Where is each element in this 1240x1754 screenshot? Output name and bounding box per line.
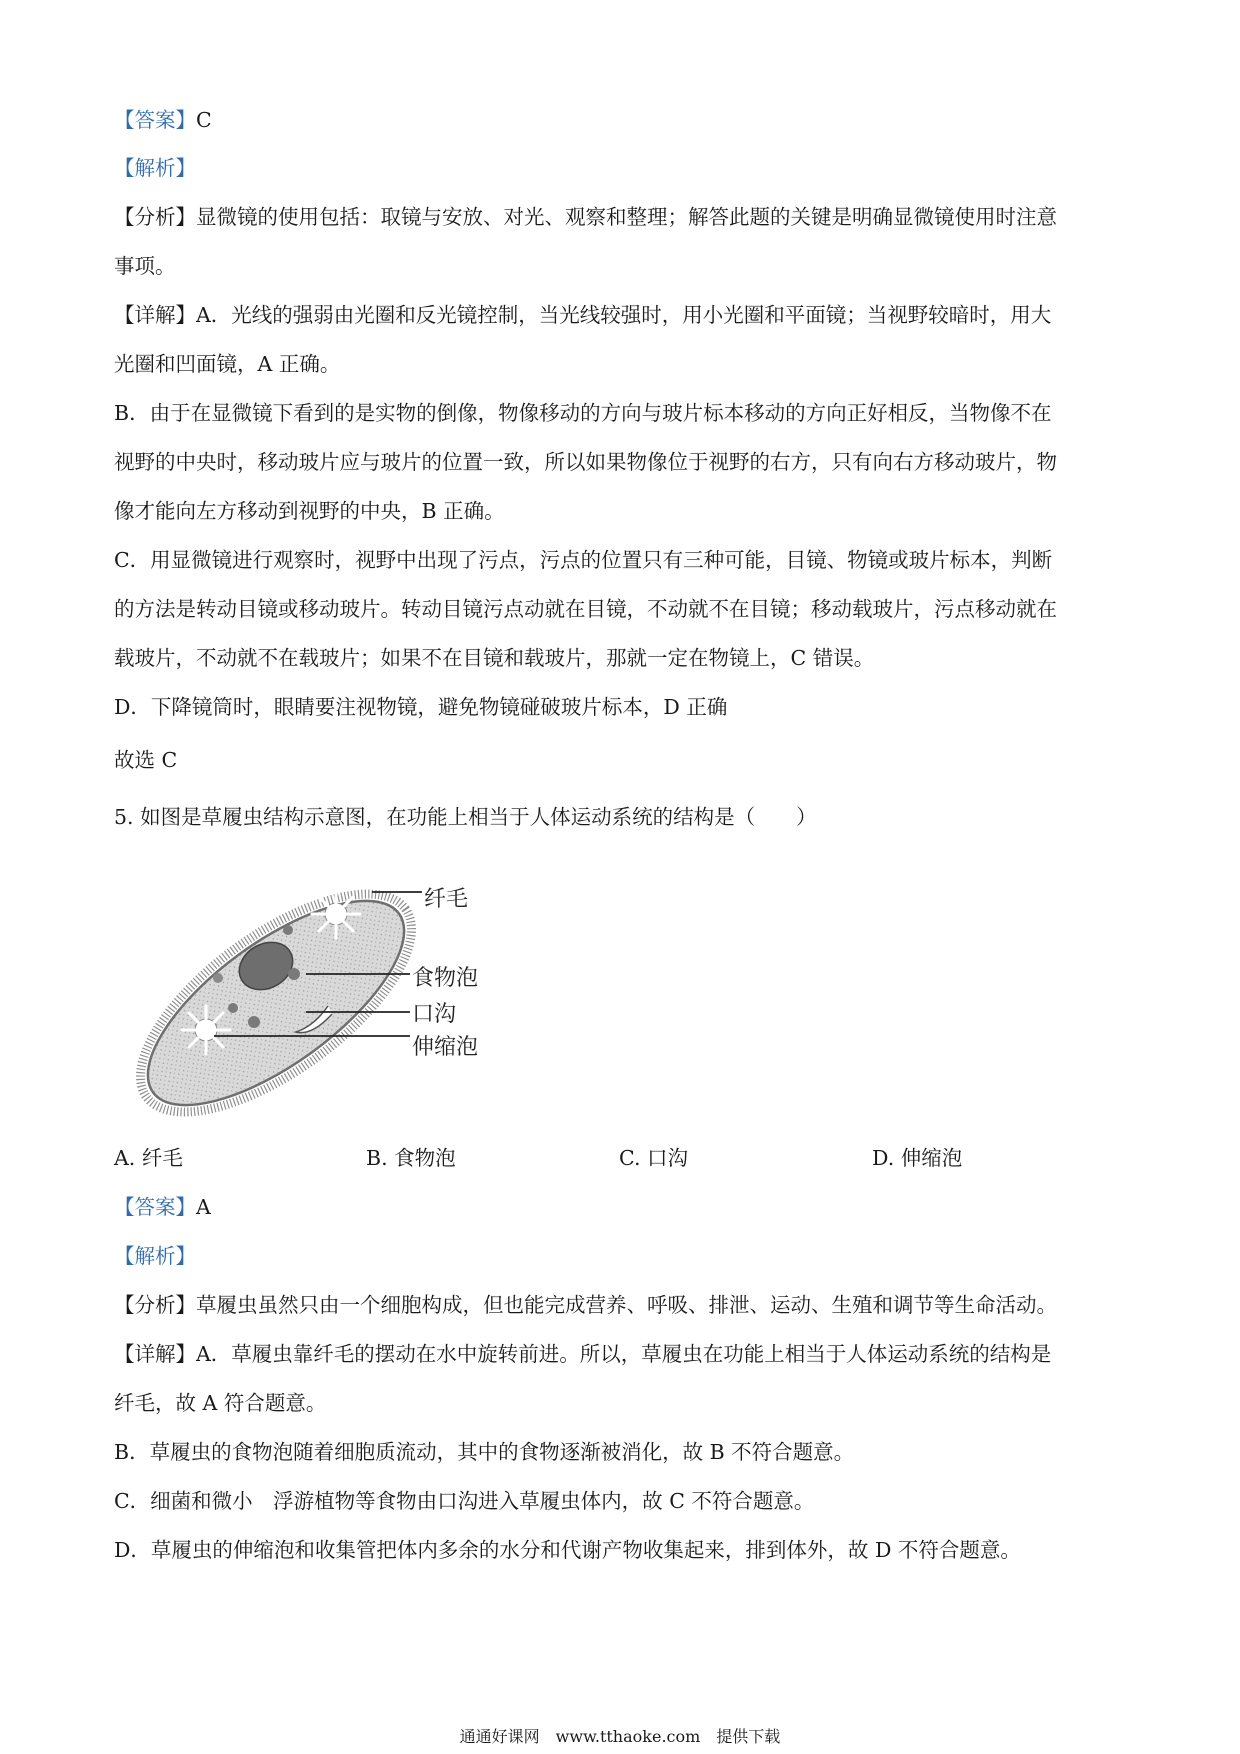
q4-detail-a-line1	[114, 301, 1051, 329]
q5-fenxi-line1	[114, 1291, 1057, 1319]
q4-detail-b-line3: 像才能向左方移动到视野的中央，B 正确。	[114, 499, 505, 523]
q4-detail-d-line1: D．下降镜筒时，眼睛要注视物镜，避免物镜碰破玻片标本，D 正确	[114, 695, 728, 719]
q4-detail-c-line1: C．用显微镜进行观察时，视野中出现了污点，污点的位置只有三种可能，目镜、物镜或玻片标本，判断	[114, 548, 1053, 572]
q4-detail-b-line1: B．由于在显微镜下看到的是实物的倒像，物像移动的方向与玻片标本移动的方向正好相反，当物像不在	[114, 401, 1052, 425]
option-c: C. 口沟	[619, 1146, 688, 1170]
label-cilia: 纤毛	[424, 887, 469, 912]
q4-detail-a-line2: 光圈和凹面镜，A 正确。	[114, 352, 341, 376]
fenxi-label: 【分析】	[114, 205, 196, 229]
q4-detail-c-line3: 载玻片，不动就不在载玻片；如果不在目镜和载玻片，那就一定在物镜上，C 错误。	[114, 646, 875, 670]
food-vacuole	[248, 1016, 260, 1028]
answer-value: A	[196, 1195, 211, 1219]
answer-label: 【答案】	[114, 108, 196, 132]
detail-label: 【详解】	[114, 303, 196, 327]
fenxi-text: 显微镜的使用包括：取镜与安放、对光、观察和整理；解答此题的关键是明确显微镜使用时注意	[196, 205, 1057, 229]
fenxi-label: 【分析】	[114, 1293, 196, 1317]
q4-detail-b-line2: 视野的中央时，移动玻片应与玻片的位置一致，所以如果物像位于视野的右方，只有向右方移动玻片，物	[114, 450, 1057, 474]
q4-fenxi-line2: 事项。	[114, 254, 176, 278]
label-contractile-vacuole: 伸缩泡	[412, 1035, 479, 1060]
cilia-fringe	[136, 858, 445, 1124]
detail-text: A．草履虫靠纤毛的摆动在水中旋转前进。所以，草履虫在功能上相当于人体运动系统的结构是	[196, 1342, 1052, 1366]
answer-label: 【答案】	[114, 1195, 196, 1219]
fenxi-text: 草履虫虽然只由一个细胞构成，但也能完成营养、呼吸、排泄、运动、生殖和调节等生命活动。	[196, 1293, 1057, 1317]
food-vacuole	[283, 925, 293, 935]
contractile-vacuole-upper	[312, 890, 360, 938]
paramecium-diagram	[136, 858, 516, 1124]
answer-value: C	[196, 108, 212, 132]
food-vacuole	[288, 968, 300, 980]
cell-body	[136, 864, 435, 1124]
food-vacuole	[228, 1003, 238, 1013]
q5-detail-c-line1: C．细菌和微小 浮游植物等食物由口沟进入草履虫体内，故 C 不符合题意。	[114, 1489, 815, 1513]
option-d: D. 伸缩泡	[872, 1146, 963, 1170]
q4-answer-line	[114, 106, 212, 134]
option-a: A. 纤毛	[114, 1146, 183, 1170]
page-footer: 通通好课网 www.tthaoke.com 提供下载	[459, 1727, 781, 1746]
q5-detail-b-line1: B．草履虫的食物泡随着细胞质流动，其中的食物逐渐被消化，故 B 不符合题意。	[114, 1440, 855, 1464]
q4-detail-c-line2: 的方法是转动目镜或移动玻片。转动目镜污点动就在目镜，不动就不在目镜；移动载玻片，污点移动就在	[114, 597, 1057, 621]
q5-detail-a-line2: 纤毛，故 A 符合题意。	[114, 1391, 327, 1415]
detail-text: A．光线的强弱由光圈和反光镜控制，当光线较强时，用小光圈和平面镜；当视野较暗时，用大	[196, 303, 1052, 327]
label-food-vacuole: 食物泡	[412, 966, 479, 991]
q5-answer-line	[114, 1193, 211, 1221]
q5-detail-d-line1: D．草履虫的伸缩泡和收集管把体内多余的水分和代谢产物收集起来，排到体外，故 D 不符合题意。	[114, 1538, 1021, 1562]
q5-detail-a-line1	[114, 1340, 1051, 1368]
food-vacuole	[213, 973, 223, 983]
q4-fenxi-line1	[114, 203, 1057, 231]
q5-stem: 5. 如图是草履虫结构示意图，在功能上相当于人体运动系统的结构是（ ）	[114, 805, 817, 829]
label-oral-groove: 口沟	[412, 1002, 457, 1027]
q5-analysis-label: 【解析】	[114, 1244, 196, 1268]
analysis-label: 【解析】	[114, 156, 196, 180]
detail-label: 【详解】	[114, 1342, 196, 1366]
option-b: B. 食物泡	[366, 1146, 456, 1170]
q4-conclusion: 故选 C	[114, 748, 178, 772]
contractile-vacuole-lower	[182, 1006, 230, 1054]
